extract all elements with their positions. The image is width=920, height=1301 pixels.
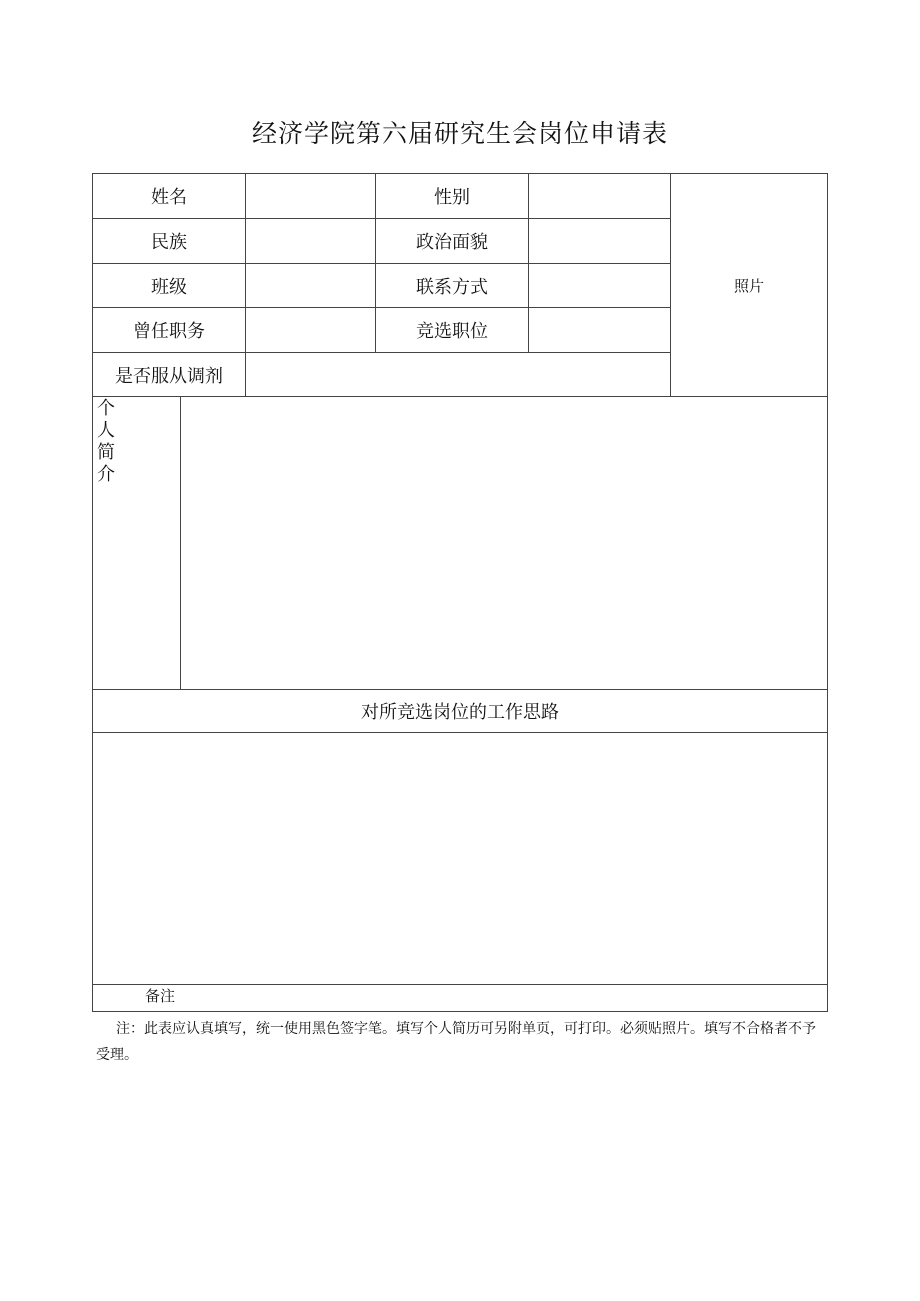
name-label: 姓名 (151, 187, 187, 208)
work-plan-field[interactable] (93, 733, 827, 984)
photo-box[interactable] (671, 174, 827, 396)
ethnicity-label: 民族 (151, 232, 187, 253)
accept-adjustment-field[interactable] (246, 353, 670, 396)
political-status-field[interactable] (529, 219, 670, 263)
contact-field[interactable] (529, 264, 670, 307)
ethnicity-field[interactable] (246, 219, 375, 263)
class-field[interactable] (246, 264, 375, 307)
target-post-label: 竞选职位 (416, 321, 488, 342)
photo-label: 照片 (733, 276, 764, 295)
class-label: 班级 (151, 276, 187, 298)
remark-field[interactable] (213, 985, 827, 1011)
political-status-label: 政治面貌 (416, 232, 488, 253)
personal-intro-label: 个 人 简 介 (97, 398, 115, 485)
page-title: 经济学院第六届研究生会岗位申请表 (251, 119, 668, 148)
former-post-label: 曾任职务 (133, 321, 205, 342)
application-form (92, 173, 828, 1012)
name-field[interactable] (246, 174, 375, 218)
work-plan-header: 对所竞选岗位的工作思路 (361, 702, 559, 723)
footnote: 注：此表应认真填写，统一使用黑色签字笔。填写个人简历可另附单页，可打印。必须贴照片。填写不合格者不予受理。 (96, 1021, 816, 1063)
remark-label: 备注 (145, 987, 176, 1005)
gender-field[interactable] (529, 174, 670, 218)
contact-label: 联系方式 (416, 276, 488, 298)
personal-intro-field[interactable] (181, 397, 827, 689)
accept-adjustment-label: 是否服从调剂 (115, 365, 223, 387)
former-post-field[interactable] (246, 308, 375, 352)
gender-label: 性别 (434, 187, 470, 208)
target-post-field[interactable] (529, 308, 670, 352)
